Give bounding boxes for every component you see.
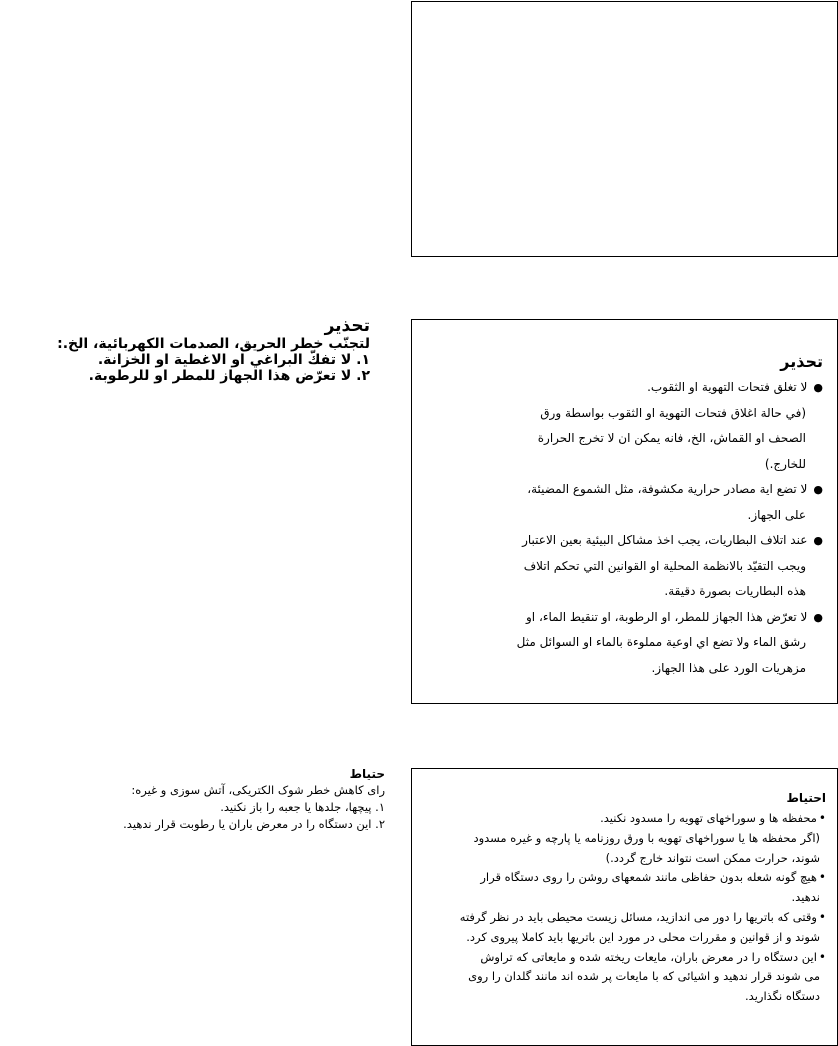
arabic-box-bullet: ● لا تغلق فتحات التهوية او الثقوب.	[428, 375, 823, 401]
persian-caution-summary	[40, 766, 385, 833]
arabic-box-line: الصحف او القماش، الخ، فانه يمكن ان لا تخرج الحرارة	[537, 431, 806, 445]
arabic-box-bullet: ● لا تعرّض هذا الجهاز للمطر، او الرطوبة، او تنقيط الماء، او	[428, 605, 823, 631]
persian-box-line: ندهید.	[791, 890, 820, 905]
arabic-summary-line: لتجنّب خطر الحريق، الصدمات الكهربائية، الخ.:	[57, 336, 370, 352]
persian-box-line: می شوند قرار ندهید و اشیائی که با مایعات پر شده اند مانند گلدان را روی	[468, 969, 820, 984]
arabic-box-bullet: ● عند اتلاف البطاريات، يجب اخذ مشاكل البيئية بعين الاعتبار	[428, 528, 823, 554]
arabic-box-line: ويجب التقيّد بالانظمة المحلية او القوانين التي تحكم اتلاف	[523, 558, 806, 573]
persian-box-bullet: • هیچ گونه شعله بدون حفاظی مانند شمعهای روشن را روی دستگاه قرار	[422, 868, 826, 888]
arabic-box-bullet: ● لا تضع اية مصادر حرارية مكشوفة، مثل الشموع المضيئة،	[428, 477, 823, 503]
persian-box-line: شوند، حرارت ممکن است نتواند خارج گردد.)	[605, 850, 820, 865]
persian-summary-title: حتياط	[349, 767, 385, 781]
persian-summary-line: ١. پیچها، جلدها یا جعبه را باز نکنید.	[220, 800, 385, 814]
arabic-box-line: للخارج.)	[764, 456, 806, 471]
persian-caution-box	[411, 768, 838, 1046]
arabic-summary-line: ٢. لا تعرّض هذا الجهاز للمطر او للرطوبة.	[88, 368, 370, 384]
persian-summary-line: ٢. این دستگاه را در معرض باران یا رطوبت قرار ندهید.	[123, 817, 385, 831]
arabic-box-line: مزهريات الورد على هذا الجهاز.	[651, 660, 806, 675]
arabic-warning-box	[411, 319, 838, 704]
persian-box-bullet: • محفظه ها و سوراخهای تهویه را مسدود نکنید.	[422, 809, 826, 829]
persian-box-bullet: • این دستگاه را در معرض باران، مایعات ریخته شده و مایعاتی که تراوش	[422, 948, 826, 968]
persian-summary-line: رای کاهش خطر شوک الکتریکی، آتش سوزی و غیره:	[131, 783, 385, 797]
persian-box-line: (اگر محفظه ها یا سوراخهای تهویه با ورق روزنامه یا پارچه و غیره مسدود	[473, 830, 820, 845]
empty-frame-top	[411, 1, 838, 257]
persian-box-line: شوند و از قوانین و مقررات محلی در مورد این باتریها باید کاملا پیروی کرد.	[466, 929, 820, 944]
arabic-warning-summary	[20, 316, 370, 384]
arabic-summary-line: ١. لا تفكّ البراغي او الاغطية او الخزانة.	[97, 352, 370, 368]
arabic-box-line: (في حالة اغلاق فتحات التهوية او الثقوب بواسطة ورق	[540, 405, 806, 420]
persian-box-line: دستگاه نگذارید.	[745, 989, 820, 1004]
persian-box-bullet: • وقتی که باتریها را دور می اندازید، مسائل زیست محیطی باید در نظر گرفته	[422, 908, 826, 928]
arabic-box-line: هذه البطاريات بصورة دقيقة.	[664, 584, 806, 598]
arabic-box-title: تحذير	[780, 352, 823, 371]
persian-box-title: احتیاط	[786, 791, 826, 805]
arabic-summary-title: تحذير	[324, 316, 370, 336]
arabic-box-line: على الجهاز.	[747, 507, 806, 522]
arabic-box-line: رشق الماء ولا تضع اي اوعية مملوءة بالماء او السوائل مثل	[516, 635, 806, 649]
